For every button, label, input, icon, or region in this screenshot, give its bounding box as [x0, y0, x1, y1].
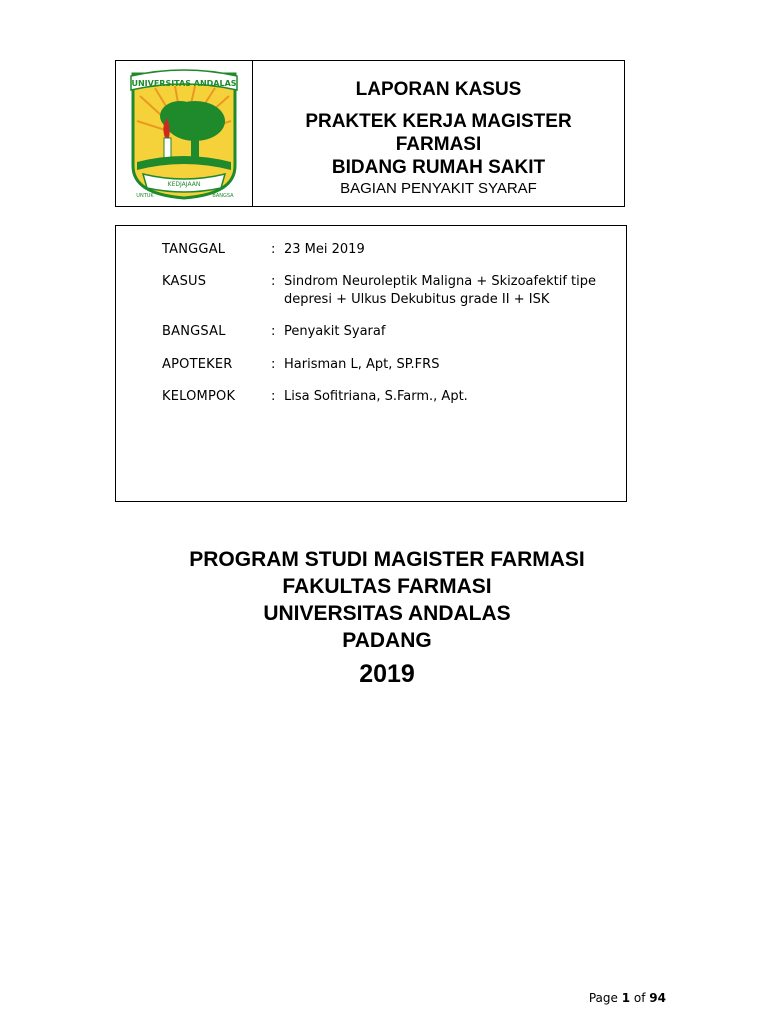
info-box: [115, 225, 627, 502]
info-colon: :: [271, 274, 276, 289]
university-name: UNIVERSITAS ANDALAS: [263, 602, 511, 625]
field-title: BIDANG RUMAH SAKIT: [331, 157, 546, 178]
svg-text:BANGSA: BANGSA: [212, 193, 234, 199]
info-label: BANGSAL: [162, 324, 226, 339]
page-total: 94: [649, 991, 666, 1005]
svg-text:UNIVERSITAS ANDALAS: UNIVERSITAS ANDALAS: [131, 79, 237, 88]
info-value: Sindrom Neuroleptik Maligna + Skizoafektif tipe depresi + Ulkus Dekubitus grade II + ISK: [284, 274, 597, 307]
info-label: KELOMPOK: [162, 389, 236, 404]
universitas-andalas-seal-icon: [125, 66, 243, 201]
page-prefix: Page: [588, 991, 618, 1005]
info-value: Penyakit Syaraf: [284, 324, 386, 339]
info-value: Harisman L, Apt, SP.FRS: [284, 357, 440, 372]
page-number: [589, 991, 666, 1005]
program-block: [0, 546, 768, 691]
page-current: 1: [621, 991, 631, 1005]
info-label: TANGGAL: [162, 242, 226, 257]
info-colon: :: [271, 357, 276, 372]
info-value: 23 Mei 2019: [284, 242, 365, 257]
svg-text:KEDJAJAAN: KEDJAJAAN: [167, 181, 201, 188]
report-title: LAPORAN KASUS: [355, 79, 522, 100]
program-name: PROGRAM STUDI MAGISTER FARMASI: [189, 548, 585, 571]
program-title-line2: FARMASI: [395, 134, 482, 155]
svg-text:UNTUK: UNTUK: [136, 193, 154, 199]
faculty-name: FAKULTAS FARMASI: [282, 575, 492, 598]
info-colon: :: [271, 242, 276, 257]
program-title-line1: PRAKTEK KERJA MAGISTER: [305, 111, 572, 132]
info-value: Lisa Sofitriana, S.Farm., Apt.: [284, 389, 468, 404]
info-colon: :: [271, 389, 276, 404]
page-of: of: [633, 991, 646, 1005]
title-cell: [253, 61, 624, 206]
logo-cell: [116, 61, 253, 206]
department-subtitle: BAGIAN PENYAKIT SYARAF: [340, 180, 537, 197]
header-box: [115, 60, 625, 207]
city-name: PADANG: [342, 629, 432, 652]
year: 2019: [359, 660, 415, 688]
info-label: KASUS: [162, 274, 207, 289]
info-colon: :: [271, 324, 276, 339]
info-label: APOTEKER: [162, 357, 233, 372]
